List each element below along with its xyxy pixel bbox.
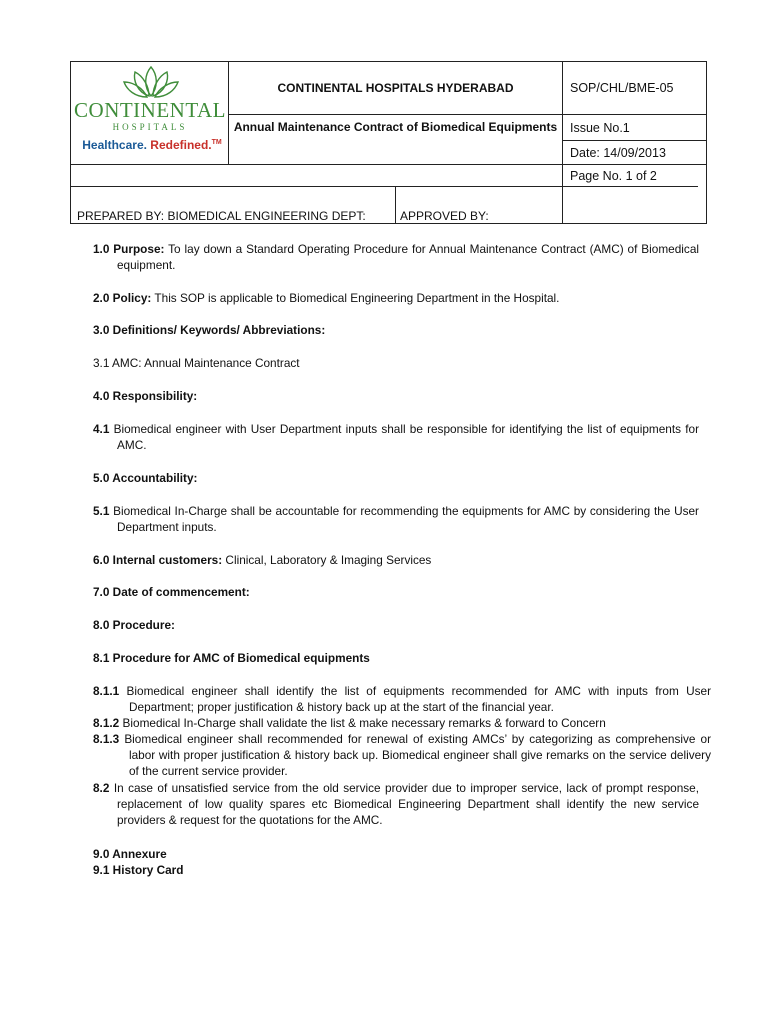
procedure-8-1-3 xyxy=(93,731,711,779)
procedure-8-1-3-num: 8.1.3 xyxy=(93,732,120,746)
procedure-8-2-num: 8.2 xyxy=(93,781,110,795)
accountability-5-1 xyxy=(93,503,699,535)
procedure-8-1-heading: 8.1 Procedure for AMC of Biomedical equipments xyxy=(93,651,370,665)
policy-text: This SOP is applicable to Biomedical Engineering Department in the Hospital. xyxy=(151,291,560,305)
section-responsibility xyxy=(93,388,675,404)
logo-sub: HOSPITALS xyxy=(112,122,188,132)
internal-customers-heading: 6.0 Internal customers: xyxy=(93,553,223,567)
procedure-8-1-2-num: 8.1.2 xyxy=(93,716,120,730)
policy-heading: 2.0 Policy: xyxy=(93,291,152,305)
signoff-divider xyxy=(395,187,396,223)
responsibility-4-1-text: Biomedical engineer with User Department inputs shall be responsible for identifying the list of equipments for AMC. xyxy=(109,422,699,452)
purpose-heading: 1.0 Purpose: xyxy=(93,242,165,256)
annexure-9-1-heading: 9.1 History Card xyxy=(93,863,184,877)
logo-tagline xyxy=(76,138,228,152)
accountability-5-1-num: 5.1 xyxy=(93,504,110,518)
doc-date: Date: 14/09/2013 xyxy=(563,141,707,165)
annexure-heading: 9.0 Annexure xyxy=(93,847,167,861)
section-internal-customers xyxy=(93,552,675,568)
procedure-8-1-2 xyxy=(93,715,711,731)
procedure-8-2-text: In case of unsatisfied service from the old service provider due to improper service, lack of prompt response, replacement of low quality spares etc Biomedical Engineering Department shall identify the new service providers & request for the quotations for the AMC. xyxy=(109,781,699,827)
procedure-heading: 8.0 Procedure: xyxy=(93,618,175,632)
section-annexure xyxy=(93,846,675,862)
section-procedure xyxy=(93,617,675,633)
procedure-8-1-1-num: 8.1.1 xyxy=(93,684,120,698)
page-no: Page No. 1 of 2 xyxy=(563,165,707,224)
accountability-5-1-text: Biomedical In-Charge shall be accountable for recommending the equipments for AMC by considering the User Department inputs. xyxy=(109,504,699,534)
doc-title: Annual Maintenance Contract of Biomedical Equipments xyxy=(229,115,563,165)
prepared-by: PREPARED BY: BIOMEDICAL ENGINEERING DEPT: xyxy=(77,209,366,223)
lotus-icon xyxy=(121,66,181,98)
section-purpose xyxy=(93,241,699,273)
procedure-8-1-3-text: Biomedical engineer shall recommended for renewal of existing AMCs’ by categorizing as comprehensive or labor with proper justification & history back up. Biomedical engineer shall give remarks on the service delivery of the current service provider. xyxy=(119,732,711,778)
sop-code: SOP/CHL/BME-05 xyxy=(563,62,707,115)
internal-customers-text: Clinical, Laboratory & Imaging Services xyxy=(222,553,432,567)
signoff-row xyxy=(70,186,698,223)
hospital-logo xyxy=(71,62,228,186)
commencement-heading: 7.0 Date of commencement: xyxy=(93,585,250,599)
logo-brand: CONTINENTAL xyxy=(74,98,226,122)
section-definitions xyxy=(93,322,675,338)
section-policy xyxy=(93,290,675,306)
logo-cell xyxy=(71,62,229,165)
issue-no: Issue No.1 xyxy=(563,115,707,141)
procedure-8-1-1 xyxy=(93,683,711,715)
procedure-8-1-1-text: Biomedical engineer shall identify the list of equipments recommended for AMC with inputs from User Department; proper justification & history back up at the start of the financial year. xyxy=(119,684,711,714)
definition-amc: 3.1 AMC: Annual Maintenance Contract xyxy=(93,356,300,370)
annexure-9-1 xyxy=(93,862,675,878)
tagline-tm: TM xyxy=(211,139,222,146)
procedure-8-1 xyxy=(93,650,675,666)
section-accountability xyxy=(93,470,675,486)
responsibility-heading: 4.0 Responsibility: xyxy=(93,389,198,403)
approved-by: APPROVED BY: xyxy=(400,209,489,223)
procedure-8-2 xyxy=(93,780,699,828)
tagline-b: Redefined. xyxy=(150,138,212,152)
tagline-a: Healthcare. xyxy=(82,138,147,152)
section-commencement xyxy=(93,584,675,600)
responsibility-4-1 xyxy=(93,421,699,453)
definitions-heading: 3.0 Definitions/ Keywords/ Abbreviations: xyxy=(93,323,326,337)
accountability-heading: 5.0 Accountability: xyxy=(93,471,198,485)
procedure-8-1-2-text: Biomedical In-Charge shall validate the list & make necessary remarks & forward to Concern xyxy=(119,716,606,730)
responsibility-4-1-num: 4.1 xyxy=(93,422,110,436)
purpose-text: To lay down a Standard Operating Procedure for Annual Maintenance Contract (AMC) of Biomedical equipment. xyxy=(117,242,700,272)
org-name: CONTINENTAL HOSPITALS HYDERABAD xyxy=(229,62,563,115)
